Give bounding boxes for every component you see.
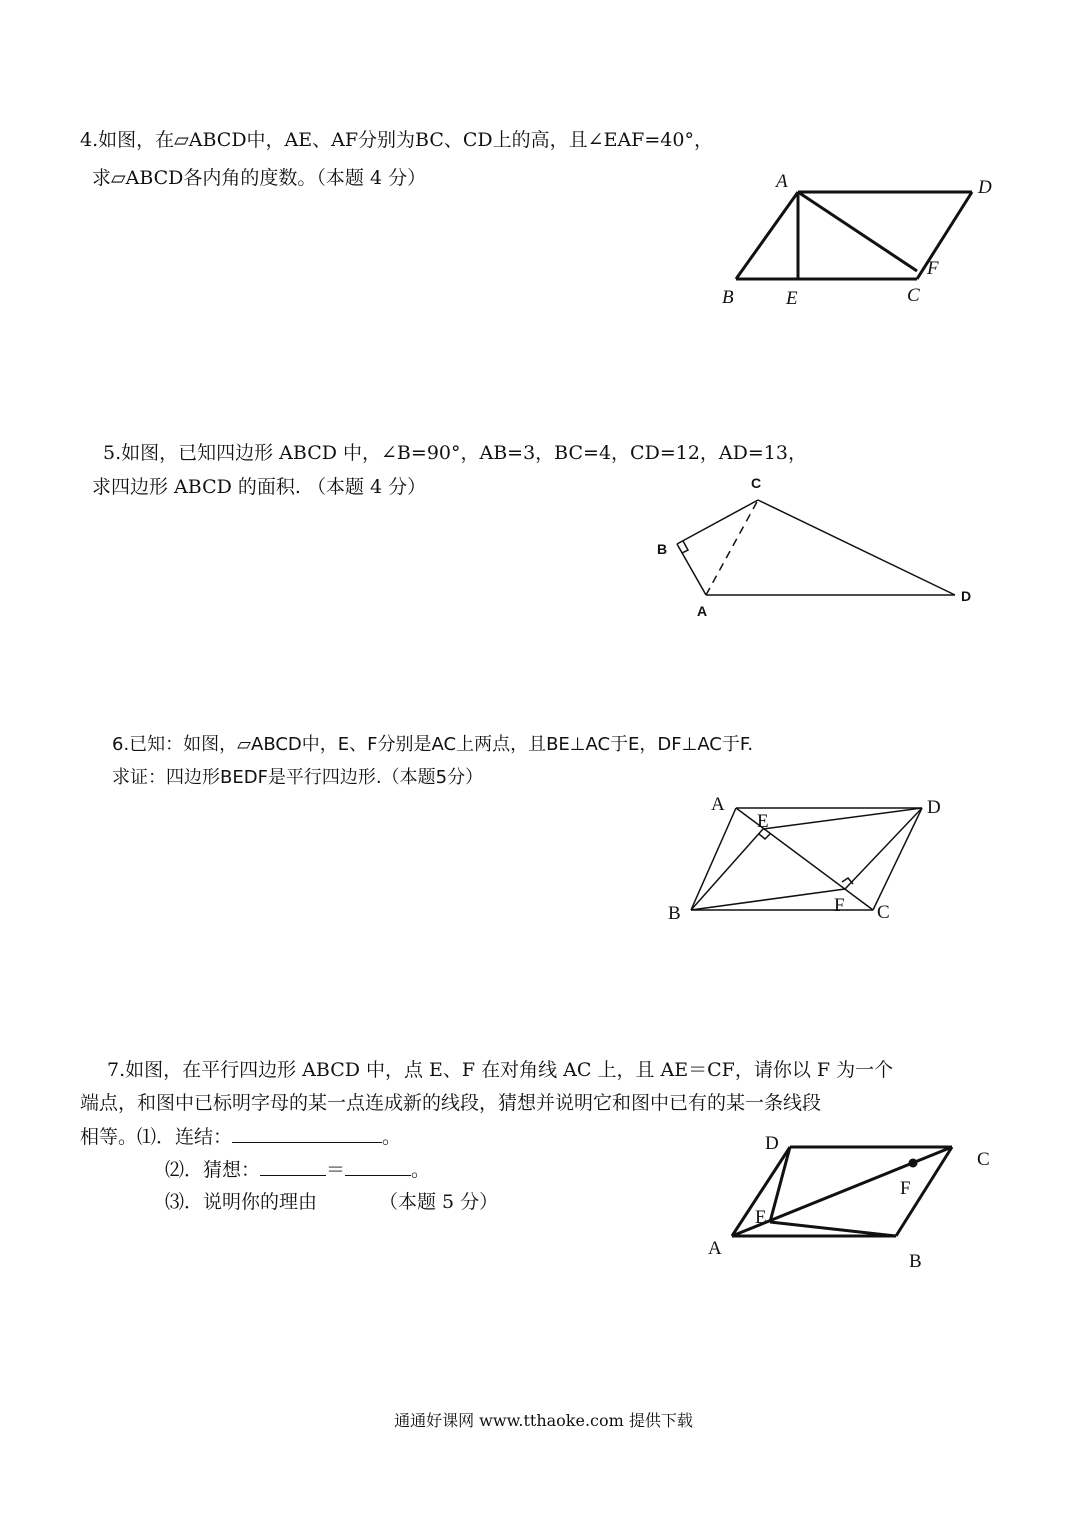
q7-guess-blank-right[interactable] [345, 1157, 411, 1176]
q4-line2: 求▱ABCD各内角的度数。（本题 4 分） [92, 167, 427, 189]
q7-figure [700, 1125, 1010, 1275]
q4-figure [700, 165, 1020, 315]
q5-label-b: B [657, 541, 668, 557]
q7-connect-label: 相等。⑴．连结： [80, 1126, 233, 1148]
q5-line2: 求四边形 ABCD 的面积. （本题 4 分） [92, 476, 427, 498]
q5-label-a: A [697, 603, 708, 619]
q7-label-c: C [977, 1149, 990, 1170]
q7-guess-blank-left[interactable] [260, 1157, 326, 1176]
q5-figure [650, 470, 990, 630]
q5-line1: 5.如图，已知四边形 ABCD 中，∠B=90°，AB=3，BC=4，CD=12，AD=13， [103, 442, 807, 464]
q6-line2: 求证：四边形BEDF是平行四边形.（本题5分） [112, 767, 484, 788]
q4-label-a: A [776, 171, 788, 192]
q4-label-c: C [907, 285, 920, 306]
q7-segment-de [770, 1147, 790, 1222]
q6-segment-ed [763, 808, 922, 829]
q6-line1: 6.已知：如图，▱ABCD中，E、F分别是AC上两点，且BE⊥AC于E，DF⊥AC于F. [112, 734, 754, 755]
q6-label-a: A [711, 794, 725, 815]
q6-figure [660, 785, 960, 935]
page-footer: 通通好课网 www.tthaoke.com 提供下载 [394, 1411, 693, 1430]
q6-label-d: D [927, 797, 941, 818]
q4-label-e: E [786, 288, 798, 309]
q6-right-angle-e [759, 834, 770, 839]
q6-label-e: E [757, 811, 769, 832]
q7-connect-blank[interactable] [232, 1124, 382, 1143]
q7-label-e: E [755, 1207, 767, 1228]
q7-label-a: A [708, 1238, 722, 1259]
q6-segment-be [691, 829, 763, 910]
q7-line3: 相等。⑴．连结： 。 [80, 1126, 402, 1148]
q4-label-b: B [722, 287, 734, 308]
q7-reason-label: ⑶．说明你的理由 [165, 1191, 318, 1213]
q7-segment-eb [770, 1222, 896, 1236]
q4-line1: 4.如图，在▱ABCD中，AE、AF分别为BC、CD上的高，且∠EAF=40°， [80, 129, 713, 151]
q7-label-d: D [765, 1133, 779, 1154]
q7-line4: ⑵．猜想： ＝ 。 [165, 1159, 431, 1181]
q6-label-b: B [668, 903, 681, 924]
q5-label-c: C [751, 475, 762, 491]
q4-label-f: F [927, 258, 939, 279]
q7-line5 [165, 1190, 498, 1214]
q6-right-angle-f [842, 878, 853, 884]
q4-height-af [798, 192, 917, 271]
q5-quadrilateral [677, 500, 955, 595]
q6-label-f: F [834, 895, 845, 916]
q7-guess-label: ⑵．猜想： [165, 1159, 261, 1181]
q7-label-f: F [900, 1178, 911, 1199]
q6-parallelogram [691, 808, 922, 910]
q5-label-d: D [961, 588, 972, 604]
q7-line2: 端点，和图中已标明字母的某一点连成新的线段，猜想并说明它和图中已有的某一条线段 [80, 1092, 822, 1114]
q4-label-d: D [978, 177, 992, 198]
q7-score: （本题 5 分） [379, 1191, 499, 1213]
q6-segment-df [845, 808, 922, 889]
q7-line1: 7.如图，在平行四边形 ABCD 中，点 E、F 在对角线 AC 上，且 AE＝CF，请你以 F 为一个 [107, 1059, 894, 1081]
q7-label-b: B [909, 1251, 922, 1272]
q5-right-angle-mark [682, 541, 688, 553]
q6-label-c: C [877, 902, 890, 923]
q7-point-f [909, 1159, 918, 1168]
q6-segment-fb [691, 889, 845, 910]
